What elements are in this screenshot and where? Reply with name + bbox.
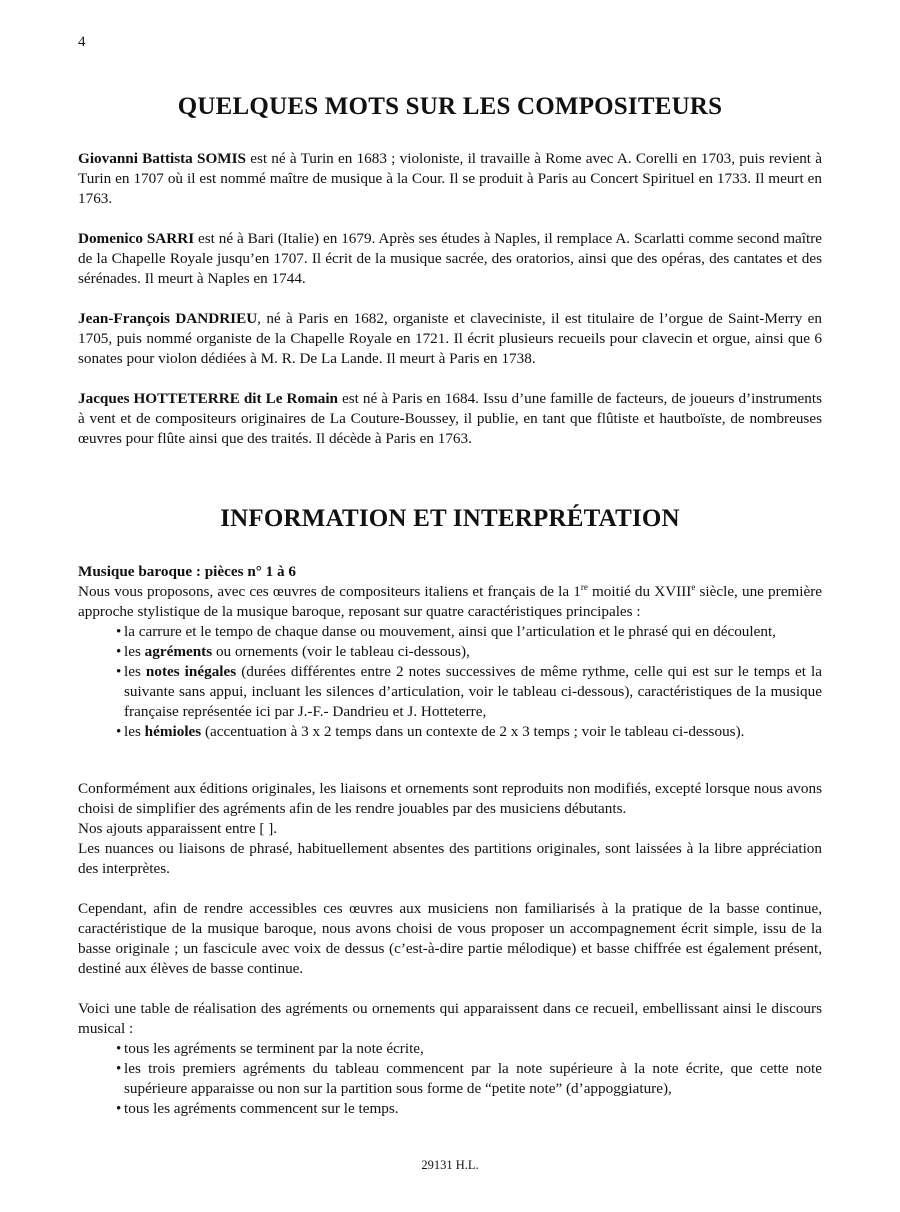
item-text: les — [124, 663, 146, 680]
item-keyword: agréments — [144, 643, 213, 660]
list-item — [116, 722, 822, 742]
item-text: ou ornements (voir le tableau ci-dessous), — [212, 643, 470, 660]
intro-part1: Nous vous proposons, avec ces œuvres de compositeurs italiens et français de la 1 — [78, 583, 581, 600]
section-title-interpretation: INFORMATION ET INTERPRÉTATION — [220, 505, 680, 532]
table-intro-block — [78, 999, 822, 1119]
intro-sup1: re — [580, 581, 588, 592]
bio-text: , né à Paris en 1682, organiste et claveciniste, il est titulaire de l’orgue de Saint-Merry en 1705, puis nommé organiste de la Chapelle Royale en 1721. Il écrit plusieurs recueils pour clavecin et orgue, ainsi que 6 sonates pour violon dédiées à M. R. De La Lande. Il meurt à Paris en 1738. — [78, 310, 822, 367]
paragraph-editions: Conformément aux éditions originales, les liaisons et ornements sont reproduits non modifiés, excepté lorsque nous avons choisi de simplifier des agréments afin de les rendre jouables par des musiciens débutants. — [78, 780, 822, 817]
characteristics-list — [78, 622, 822, 742]
intro-part3: siècle, une première approche stylistique de la musique baroque, reposant sur quatre caractéristiques principales : — [78, 583, 823, 620]
editions-block — [78, 779, 822, 879]
paragraph-ajouts: Nos ajouts apparaissent entre [ ]. — [78, 820, 278, 837]
list-item — [116, 662, 822, 722]
bio-name: Jacques HOTTETERRE dit Le Romain — [78, 390, 338, 407]
bio-name: Domenico SARRI — [78, 230, 195, 247]
item-text: (accentuation à 3 x 2 temps dans un contexte de 2 x 3 temps ; voir le tableau ci-dessous). — [201, 723, 745, 740]
list-item: • les trois premiers agréments du tableau commencent par la note supérieure à la note écrite, que cette note supérieure apparaisse ou non sur la partition sous forme de “petite note” (d’appoggiature), — [116, 1059, 822, 1099]
list-item — [116, 642, 822, 662]
intro-paragraph — [78, 582, 822, 622]
bio-sarri — [78, 229, 822, 289]
intro-part2: moitié du XVIII — [587, 583, 692, 600]
bio-hotteterre — [78, 389, 822, 449]
item-text: (durées différentes entre 2 notes successives de même rythme, celle qui est sur le temps et la suivante sans appui, incluant les silences d’articulation, voir le tableau ci-dessous), caractéristiques de la musique française représentée ici par J.-F.- Dandrieu et J. Hotteterre, — [124, 663, 822, 720]
paragraph-basse-continue: Cependant, afin de rendre accessibles ces œuvres aux musiciens non familiarisés à la pratique de la basse continue, caractéristique de la musique baroque, nous avons choisi de vous proposer un accompagnement écrit simple, issu de la basse originale ; un fascicule avec voix de dessus (c’est-à-dire partie mélodique) et basse chiffrée est également présent, destiné aux élèves de basse continue. — [78, 900, 822, 977]
bio-name: Giovanni Battista SOMIS — [78, 150, 246, 167]
bio-text: est né à Paris en 1684. Issu d’une famille de facteurs, de joueurs d’instruments à vent et de compositeurs originaires de La Couture-Boussey, il publie, en tant que flûtiste et hautboïste, de nombreuses œuvres pour flûte ainsi que des traités. Il décède à Paris en 1763. — [78, 390, 822, 447]
page-number: 4 — [78, 34, 86, 50]
bio-dandrieu — [78, 309, 822, 369]
item-text: la carrure et le tempo de chaque danse ou mouvement, ainsi que l’articulation et le phrasé qui en découlent, — [124, 623, 776, 640]
item-text: les — [124, 723, 145, 740]
item-keyword: hémioles — [144, 723, 202, 740]
section-title-compositeurs: QUELQUES MOTS SUR LES COMPOSITEURS — [177, 93, 723, 120]
paragraph-table: Voici une table de réalisation des agréments ou ornements qui apparaissent dans ce recueil, embellissant ainsi le discours musical : — [78, 1000, 822, 1037]
item-text: les — [124, 643, 145, 660]
list-item: • tous les agréments se terminent par la note écrite, — [116, 1039, 822, 1059]
subheading-musique-baroque: Musique baroque : pièces n° 1 à 6 — [78, 563, 297, 580]
bio-somis — [78, 149, 822, 209]
bio-text: est né à Turin en 1683 ; violoniste, il travaille à Rome avec A. Corelli en 1703, puis revient à Turin en 1707 où il est nommé maître de musique à la Cour. Il se produit à Paris au Concert Spirituel en 1733. Il meurt en 1763. — [78, 150, 822, 207]
item-keyword: notes inégales — [145, 663, 237, 680]
footer-reference: 29131 H.L. — [421, 1158, 479, 1172]
list-item — [116, 622, 822, 642]
interpretation-body — [78, 562, 822, 742]
bio-name: Jean-François DANDRIEU — [78, 310, 258, 327]
rules-list — [78, 1039, 822, 1119]
intro-sup2: e — [691, 581, 696, 592]
bio-text: est né à Bari (Italie) en 1679. Après ses études à Naples, il remplace A. Scarlatti comme second maître de la Chapelle Royale jusqu’en 1707. Il écrit de la musique sacrée, des oratorios, ainsi que des opéras, des cantates et des sérénades. Il meurt à Naples en 1744. — [78, 230, 822, 287]
paragraph-nuances: Les nuances ou liaisons de phrasé, habituellement absentes des partitions originales, sont laissées à la libre appréciation des interprètes. — [78, 840, 822, 877]
list-item: • tous les agréments commencent sur le temps. — [116, 1099, 822, 1119]
